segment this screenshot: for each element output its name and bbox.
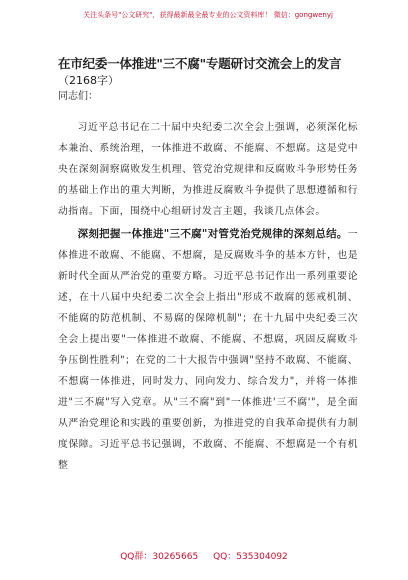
document-body	[58, 54, 358, 476]
paragraph-2-heading: 深刻把握一体推进"三不腐"对管党治党规律的深刻总结。	[77, 228, 348, 240]
word-count: （2168字）	[58, 74, 119, 87]
header-banner: 关注头条号"公文研究"，获得最新最全最专业的公文资料库！ 微信：gongwenyj	[83, 11, 333, 19]
paragraph-2-body: 一体推进不敢腐、不能腐、不想腐，是反腐败斗争的基本方针，也是新时代全面从严治党的重要方略。习近平总书记作出一系列重要论述，在十八届中央纪委二次全会上指出"形成不敢腐的惩戒机制、不能腐的防范机制、不易腐的保障机制"；在十九届中央纪委三次全会上提出要"一体推进不敢腐、不能腐、不想腐，巩固反腐败斗争压倒性胜利"；在党的二十大报告中强调"坚持不敢腐、不能腐、不想腐一体推进，同时发力、同向发力、综合发力"，并将一体推进"三不腐"写入党章。从"三不腐"到"一体推进'三不腐'"，是全面从严治党理论和实践的重要创新，为推进党的自我革命提供有力制度保障。习近平总书记强调，不敢腐、不能腐、不想腐是一个有机整	[58, 229, 358, 471]
footer-qq-group: QQ群：30265665	[120, 552, 199, 562]
footer-contacts	[0, 549, 408, 562]
paragraph-2	[58, 224, 358, 476]
document-title: 在市纪委一体推进"三不腐"专题研讨交流会上的发言	[58, 56, 342, 71]
footer-qq: QQ：535304092	[213, 552, 288, 562]
paragraph-1: 习近平总书记在二十届中央纪委二次全会上强调，必须深化标本兼治、系统治理，一体推进不敢腐、不能腐、不想腐。这是党中央在深刻洞察腐败发生机理、管党治党规律和反腐败斗争形势任务的基础上作出的重大判断，为推进反腐败斗争提供了思想遵循和行动指南。下面，围绕中心组研讨发言主题，我谈几点体会。	[58, 122, 358, 217]
greeting: 同志们：	[58, 91, 98, 102]
